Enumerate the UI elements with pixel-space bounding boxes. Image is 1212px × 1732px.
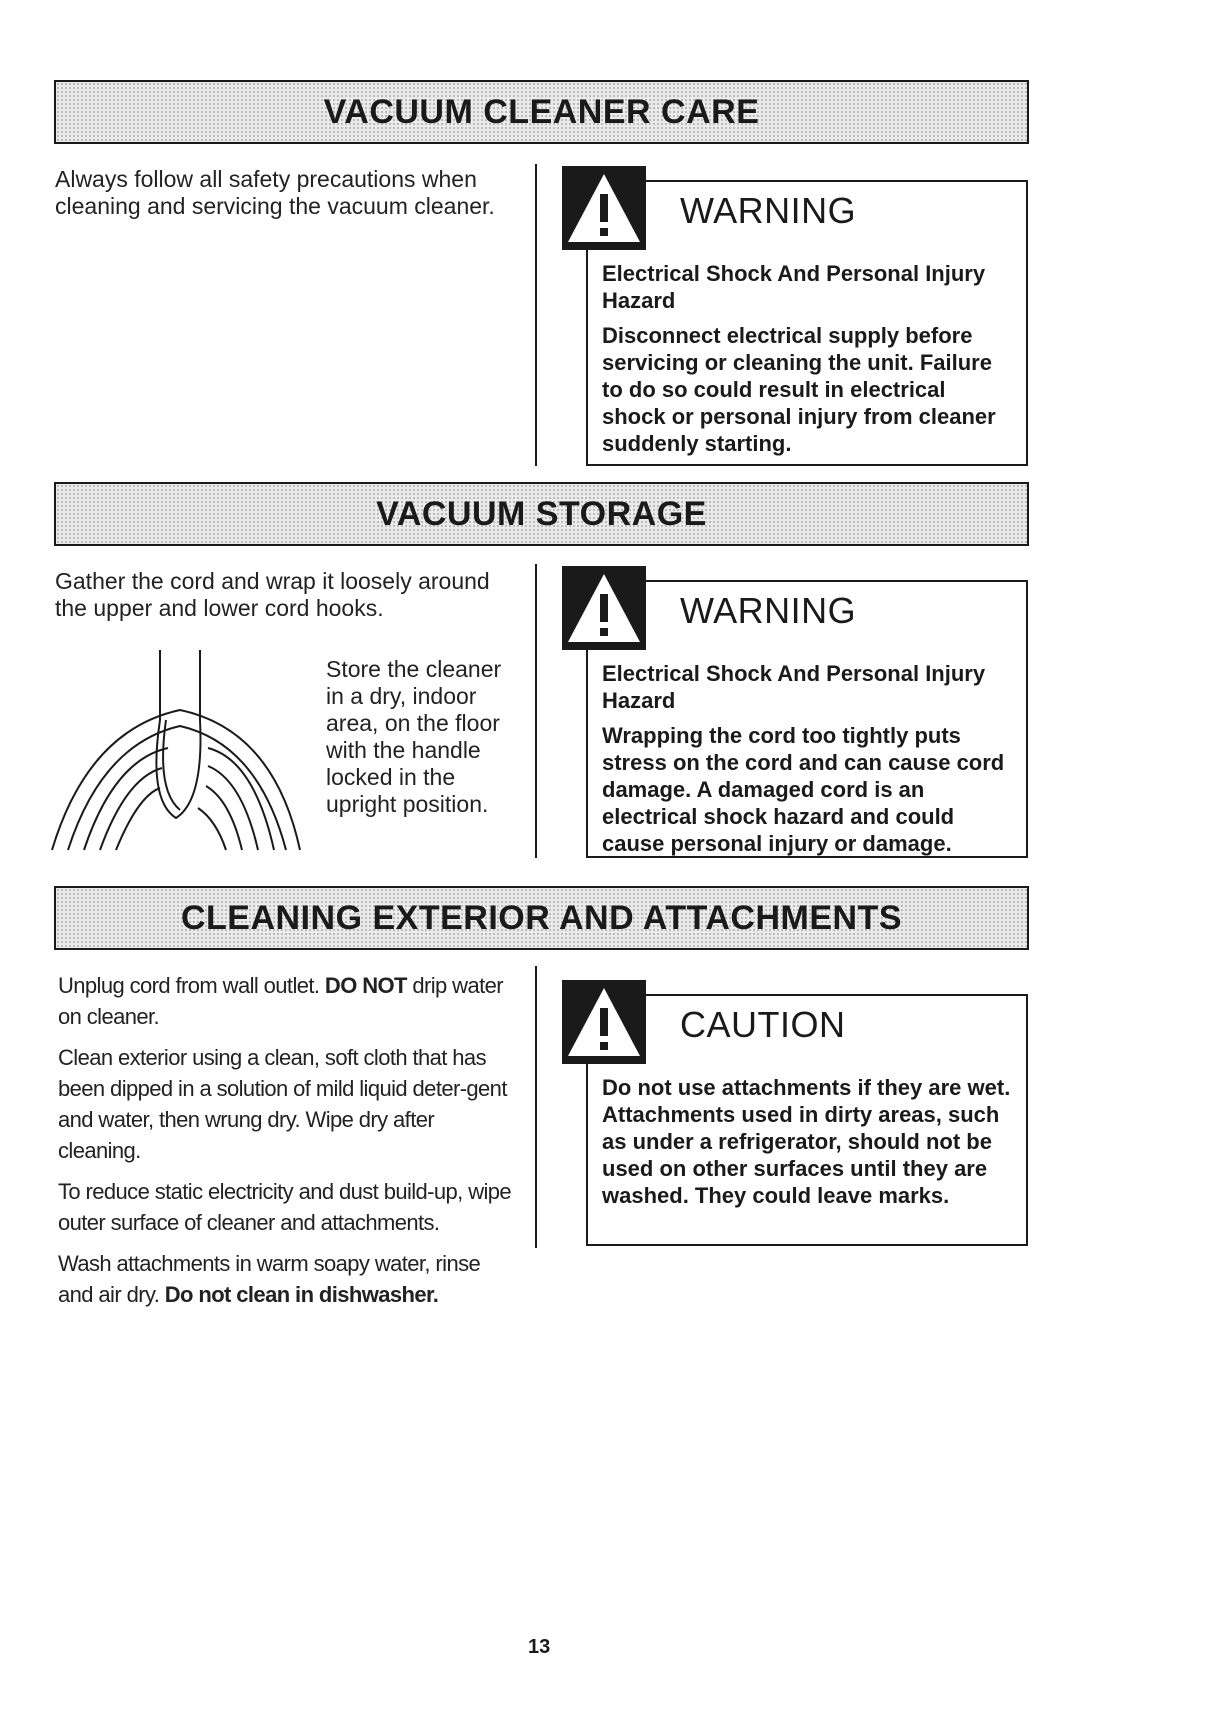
column-divider xyxy=(535,966,537,1248)
warning-triangle-icon xyxy=(562,980,646,1064)
notice-title: CAUTION xyxy=(680,1004,846,1045)
section-title: VACUUM CLEANER CARE xyxy=(323,93,760,131)
caution-box-cleaning xyxy=(586,994,1028,1246)
section-banner-cleaning xyxy=(54,886,1029,950)
cleaning-instructions xyxy=(58,970,518,1320)
column-divider xyxy=(535,564,537,858)
notice-title: WARNING xyxy=(680,190,857,231)
section-banner-care xyxy=(54,80,1029,144)
care-intro: Always follow all safety precautions when cleaning and servicing the vacuum cleaner. xyxy=(55,166,495,219)
cord-hook-illustration xyxy=(48,640,308,862)
instruction-paragraph: Wash attachments in warm soapy water, rinse and air dry. Do not clean in dishwasher. xyxy=(58,1251,481,1307)
instruction-paragraph: Unplug cord from wall outlet. DO NOT drip water on cleaner. xyxy=(58,973,503,1029)
section-title: VACUUM STORAGE xyxy=(376,495,707,533)
warning-box-care xyxy=(586,180,1028,466)
warning-box-storage xyxy=(586,580,1028,858)
instruction-paragraph: Clean exterior using a clean, soft cloth that has been dipped in a solution of mild liquid deter-gent and water, then wrung dry. Wipe dry after cleaning. xyxy=(58,1045,507,1163)
notice-body: Electrical Shock And Personal Injury Hazard Wrapping the cord too tightly puts stress on the cord and can cause cord damage. A damaged cord is an electrical shock hazard and could cause personal injury or damage. xyxy=(602,661,1005,856)
instruction-paragraph: To reduce static electricity and dust build-up, wipe outer surface of cleaner and attachments. xyxy=(58,1179,512,1235)
section-title: CLEANING EXTERIOR AND ATTACHMENTS xyxy=(180,899,903,937)
page-number: 13 xyxy=(528,1636,551,1658)
notice-body: Electrical Shock And Personal Injury Hazard Disconnect electrical supply before servicing or cleaning the unit. Failure to do so could result in electrical shock or personal injury from cleaner suddenly starting. xyxy=(602,261,996,456)
storage-intro: Gather the cord and wrap it loosely around the upper and lower cord hooks. xyxy=(55,568,490,621)
notice-title: WARNING xyxy=(680,590,857,631)
section-banner-storage xyxy=(54,482,1029,546)
column-divider xyxy=(535,164,537,466)
warning-triangle-icon xyxy=(562,166,646,250)
storage-caption: Store the cleaner in a dry, indoor area, on the floor with the handle locked in the upright position. xyxy=(326,656,502,817)
notice-body: Do not use attachments if they are wet. Attachments used in dirty areas, such as under a refrigerator, should not be used on other surfaces until they are washed. They could leave marks. xyxy=(602,1075,1011,1208)
warning-triangle-icon xyxy=(562,566,646,650)
